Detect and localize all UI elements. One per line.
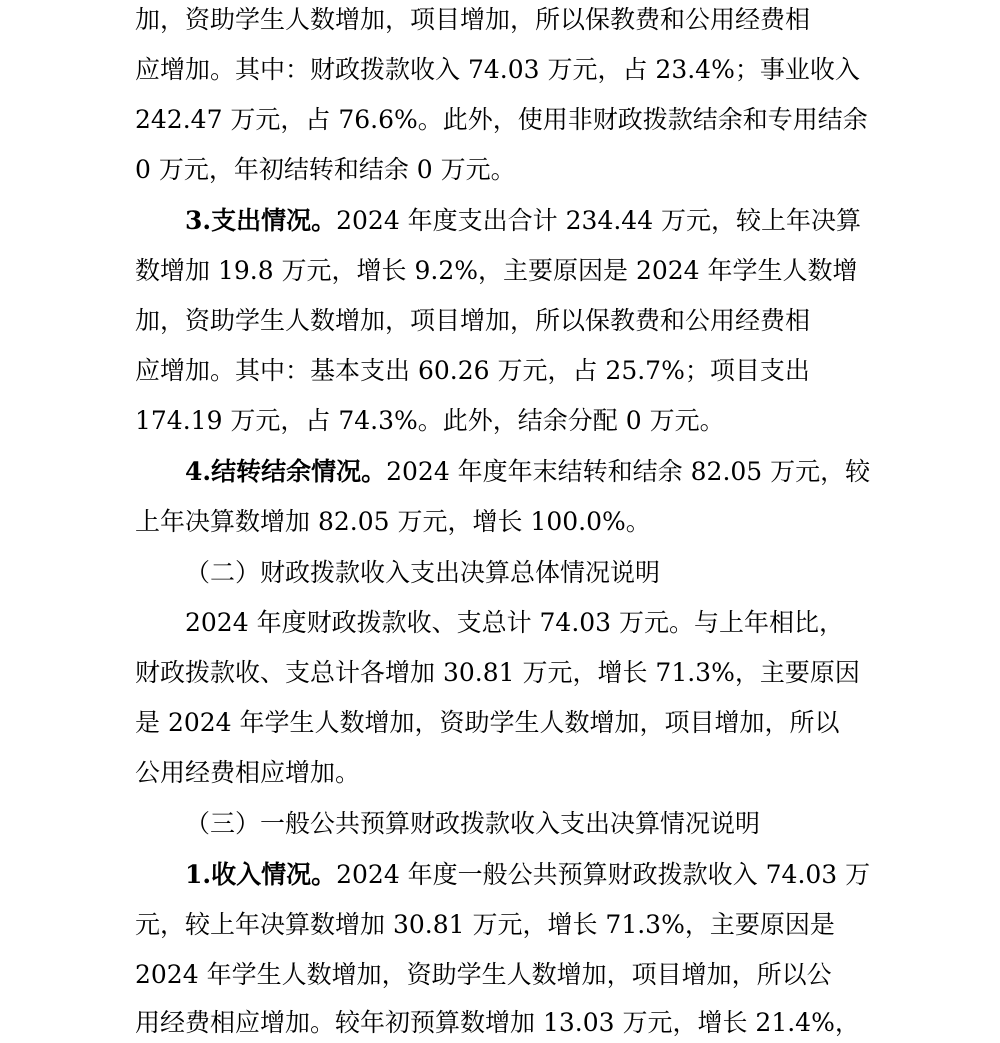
section-two-line-4: 公用经费相应增加。 [135,758,361,787]
expenditure-paragraph-line-1 [185,201,875,241]
carryover-paragraph-line-1 [185,452,875,492]
expenditure-heading: 3.支出情况。 [185,206,337,235]
income-paragraph-line-4: 0 万元，年初结转和结余 0 万元。 [135,155,516,184]
section-two-line-1: 2024 年度财政拨款收、支总计 74.03 万元。与上年相比， [185,608,845,637]
section-three-line-4: 用经费相应增加。较年初预算数增加 13.03 万元，增长 21.4%， [135,1008,860,1037]
income-paragraph-line-2: 应增加。其中：财政拨款收入 74.03 万元，占 23.4%；事业收入 [135,55,860,84]
expenditure-paragraph-line-3: 加，资助学生人数增加，项目增加，所以保教费和公用经费相 [135,306,811,335]
income-paragraph-line-1: 加，资助学生人数增加，项目增加，所以保教费和公用经费相 [135,5,811,34]
expenditure-paragraph-line-2: 数增加 19.8 万元，增长 9.2%，主要原因是 2024 年学生人数增 [135,256,858,285]
section-three-line-2: 元，较上年决算数增加 30.81 万元，增长 71.3%，主要原因是 [135,910,835,939]
income-paragraph-line-3: 242.47 万元，占 76.6%。此外，使用非财政拨款结余和专用结余 [135,105,868,134]
section-two-line-2: 财政拨款收、支总计各增加 30.81 万元，增长 71.3%，主要原因 [135,658,860,687]
section-three-first-text: 2024 年度一般公共预算财政拨款收入 74.03 万 [336,860,871,889]
expenditure-first-text: 2024 年度支出合计 234.44 万元，较上年决算 [336,206,862,235]
section-three-line-3: 2024 年学生人数增加，资助学生人数增加，项目增加，所以公 [135,960,832,989]
expenditure-paragraph-line-5: 174.19 万元，占 74.3%。此外，结余分配 0 万元。 [135,406,725,435]
section-two-line-3: 是 2024 年学生人数增加，资助学生人数增加，项目增加，所以 [135,708,840,737]
section-three-income-heading: 1.收入情况。 [185,860,337,889]
section-three-heading: （三）一般公共预算财政拨款收入支出决算情况说明 [185,809,761,838]
section-two-heading: （二）财政拨款收入支出决算总体情况说明 [185,558,661,587]
carryover-paragraph-line-2: 上年决算数增加 82.05 万元，增长 100.0%。 [135,507,651,536]
expenditure-paragraph-line-4: 应增加。其中：基本支出 60.26 万元，占 25.7%；项目支出 [135,356,810,385]
carryover-first-text: 2024 年度年末结转和结余 82.05 万元，较 [386,457,871,486]
section-three-line-1 [185,855,875,895]
carryover-heading: 4.结转结余情况。 [185,457,387,486]
